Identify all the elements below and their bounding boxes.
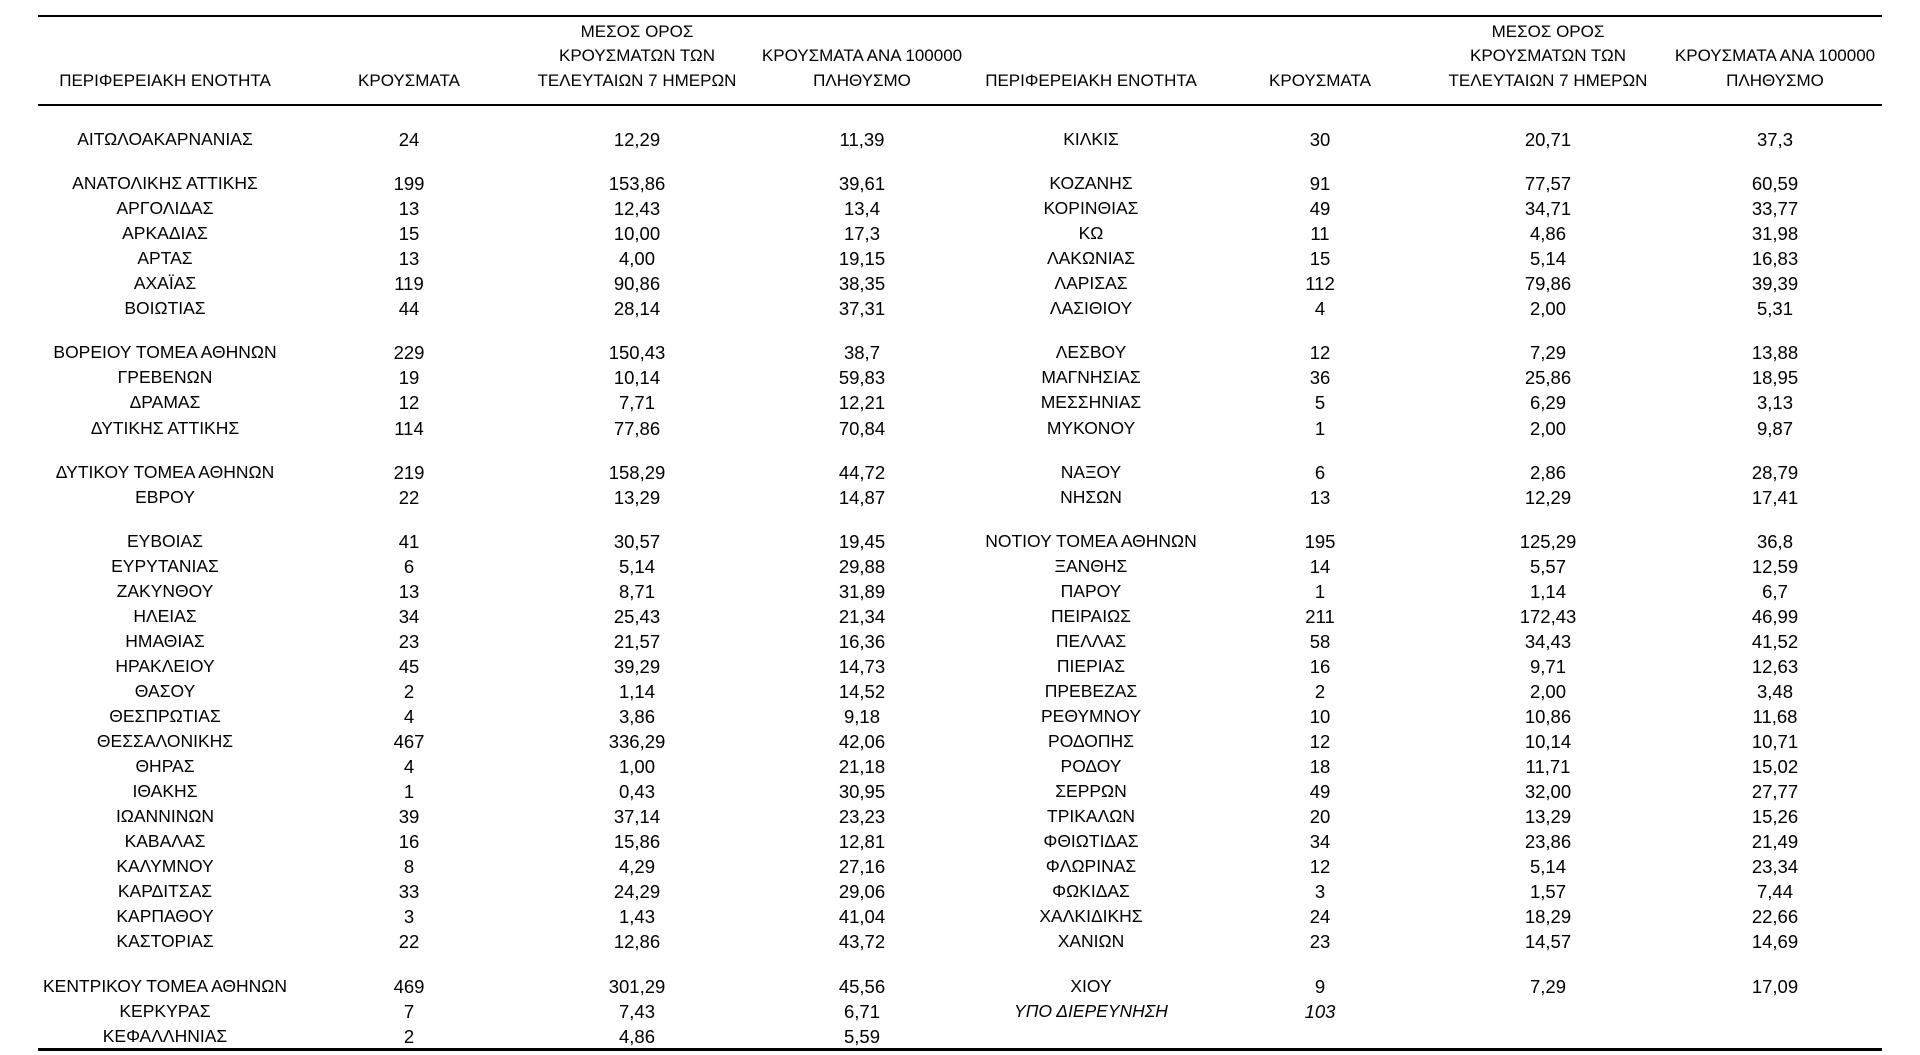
cell-per100k-left: 9,18 <box>843 706 880 727</box>
cell-per100k-left: 27,16 <box>838 856 886 878</box>
cell-region-right: ΚΙΛΚΙΣ <box>1063 129 1119 149</box>
cell-region-left: ΘΗΡΑΣ <box>135 756 195 777</box>
cell-per100k-right: 28,79 <box>1751 461 1799 483</box>
cell-per100k-right: 22,66 <box>1751 906 1799 928</box>
cell-region-left: ΑΙΤΩΛΟΑΚΑΡΝΑΝΙΑΣ <box>77 129 253 149</box>
cell-region-left: ΕΥΡΥΤΑΝΙΑΣ <box>111 555 219 576</box>
cell-region-right: ΧΑΝΙΩΝ <box>1057 931 1125 952</box>
cell-avg7-left: 12,86 <box>613 931 661 953</box>
cell-avg7-left: 21,57 <box>613 630 661 652</box>
cell-cases-left: 44 <box>398 298 420 320</box>
cell-cases-left: 467 <box>393 731 425 753</box>
cell-region-right: ΛΑΡΙΣΑΣ <box>1054 273 1128 294</box>
cell-region-right: ΦΩΚΙΔΑΣ <box>1052 881 1130 902</box>
header-per100k-right: ΚΡΟΥΣΜΑΤΑ ΑΝΑ 100000 <box>1674 46 1876 65</box>
cell-avg7-right: 4,86 <box>1529 223 1566 245</box>
cell-avg7-left: 77,86 <box>613 417 661 439</box>
cell-per100k-left: 21,18 <box>838 756 886 778</box>
cell-cases-left: 13 <box>398 198 420 220</box>
cell-avg7-left: 37,14 <box>613 806 661 828</box>
cell-region-left: ΑΝΑΤΟΛΙΚΗΣ ΑΤΤΙΚΗΣ <box>72 173 258 194</box>
cell-cases-left: 6 <box>403 555 415 577</box>
header-region-right: ΠΕΡΙΦΕΡΕΙΑΚΗ ΕΝΟΤΗΤΑ <box>985 70 1197 90</box>
cell-region-left: ΕΥΒΟΙΑΣ <box>127 530 203 551</box>
cell-cases-right: 13 <box>1309 486 1331 508</box>
cell-per100k-right: 17,41 <box>1751 486 1799 508</box>
cell-avg7-left: 30,57 <box>613 530 661 552</box>
cell-cases-right: 36 <box>1309 367 1331 389</box>
cell-avg7-left: 7,43 <box>618 1000 655 1022</box>
cell-region-right: ΣΕΡΡΩΝ <box>1055 781 1127 802</box>
cell-region-right: ΛΑΣΙΘΙΟΥ <box>1049 298 1133 319</box>
cell-region-left: ΗΜΑΘΙΑΣ <box>125 630 205 651</box>
cell-per100k-left: 42,06 <box>838 731 886 753</box>
cell-cases-right: 34 <box>1309 831 1331 853</box>
cell-region-right: ΦΘΙΩΤΙΔΑΣ <box>1043 831 1139 852</box>
cell-cases-right: 6 <box>1314 461 1326 483</box>
cell-cases-left: 23 <box>398 630 420 652</box>
cell-avg7-right: 12,29 <box>1524 486 1572 508</box>
cell-avg7-left: 3,86 <box>618 706 655 727</box>
cell-region-left: ΔΡΑΜΑΣ <box>129 392 201 413</box>
cell-avg7-left: 4,86 <box>618 1025 655 1047</box>
cell-per100k-right: 3,48 <box>1756 680 1793 702</box>
cell-cases-left: 13 <box>398 248 420 270</box>
cell-per100k-right: 36,8 <box>1756 530 1793 552</box>
cell-region-right: ΝΗΣΩΝ <box>1060 486 1122 507</box>
cell-per100k-left: 29,06 <box>838 881 886 903</box>
cell-region-right: ΠΡΕΒΕΖΑΣ <box>1044 680 1138 701</box>
cell-avg7-right: 5,57 <box>1529 555 1566 577</box>
cell-avg7-left: 1,14 <box>618 680 655 702</box>
cell-per100k-left: 41,04 <box>838 906 886 928</box>
cell-cases-left: 15 <box>398 223 420 245</box>
cell-avg7-left: 12,29 <box>613 129 661 150</box>
cell-cases-right: 3 <box>1314 881 1326 903</box>
cell-cases-right: 49 <box>1309 781 1331 803</box>
cell-region-left: ΑΧΑΪΑΣ <box>133 273 197 294</box>
cell-avg7-right: 11,71 <box>1525 756 1571 778</box>
cell-avg7-left: 158,29 <box>608 461 666 483</box>
cell-avg7-right: 2,00 <box>1529 298 1566 320</box>
cell-cases-right: 58 <box>1309 630 1331 652</box>
cell-cases-right: 195 <box>1304 530 1336 552</box>
cell-avg7-right: 32,00 <box>1524 781 1572 803</box>
cell-cases-left: 22 <box>398 931 420 953</box>
cell-avg7-left: 10,14 <box>613 367 661 389</box>
cell-region-left: ΓΡΕΒΕΝΩΝ <box>117 367 213 388</box>
cell-region-right: ΧΑΛΚΙΔΙΚΗΣ <box>1039 906 1143 927</box>
header-region-left: ΠΕΡΙΦΕΡΕΙΑΚΗ ΕΝΟΤΗΤΑ <box>59 70 271 90</box>
cell-avg7-left: 10,00 <box>613 223 661 245</box>
cell-cases-right: 91 <box>1309 173 1331 195</box>
cell-per100k-right: 17,09 <box>1751 975 1799 997</box>
cell-cases-left: 114 <box>394 417 424 439</box>
cell-region-right: ΛΕΣΒΟΥ <box>1055 342 1127 363</box>
header-avg7-right: ΚΡΟΥΣΜΑΤΩΝ ΤΩΝ <box>1470 46 1626 65</box>
cell-cases-right: 14 <box>1309 555 1331 577</box>
cell-avg7-left: 15,86 <box>613 831 661 853</box>
cell-avg7-right: 7,29 <box>1529 975 1566 997</box>
cell-cases-left: 24 <box>398 129 420 150</box>
cell-cases-left: 33 <box>398 881 420 903</box>
cell-region-left: ΚΑΛΥΜΝΟΥ <box>116 856 214 877</box>
cell-avg7-right: 2,00 <box>1529 417 1566 439</box>
cell-cases-right: 103 <box>1304 1000 1336 1022</box>
cell-avg7-left: 301,29 <box>608 975 666 997</box>
cell-cases-right: 1 <box>1314 417 1326 439</box>
cell-per100k-left: 59,83 <box>838 367 886 389</box>
cell-cases-right: 9 <box>1314 975 1326 997</box>
cell-avg7-right: 10,86 <box>1524 706 1572 727</box>
header-per100k-right: ΠΛΗΘΥΣΜΟ <box>1726 70 1824 90</box>
cell-cases-right: 12 <box>1309 731 1331 753</box>
cell-per100k-left: 45,56 <box>838 975 886 997</box>
cell-cases-left: 13 <box>398 580 420 602</box>
cell-avg7-right: 125,29 <box>1519 530 1577 552</box>
cell-avg7-right: 2,00 <box>1529 680 1566 702</box>
cell-avg7-right: 23,86 <box>1524 831 1572 853</box>
cell-per100k-right: 3,13 <box>1756 392 1793 414</box>
cell-cases-right: 11 <box>1310 223 1330 245</box>
cell-region-left: ΘΕΣΠΡΩΤΙΑΣ <box>109 706 221 726</box>
cell-per100k-right: 46,99 <box>1751 605 1799 627</box>
cell-region-right: ΝΟΤΙΟΥ ΤΟΜΕΑ ΑΘΗΝΩΝ <box>985 530 1197 551</box>
cell-avg7-left: 28,14 <box>613 298 661 320</box>
cell-cases-right: 211 <box>1305 605 1335 627</box>
cell-per100k-right: 27,77 <box>1751 781 1799 803</box>
cell-avg7-right: 5,14 <box>1529 856 1566 878</box>
cell-avg7-left: 8,71 <box>618 580 655 602</box>
cell-per100k-right: 14,69 <box>1751 931 1799 953</box>
cell-avg7-left: 153,86 <box>608 173 666 195</box>
cell-avg7-left: 7,71 <box>618 392 655 414</box>
cell-per100k-left: 70,84 <box>838 417 886 439</box>
header-avg7-left: ΤΕΛΕΥΤΑΙΩΝ 7 ΗΜΕΡΩΝ <box>537 70 737 90</box>
cell-region-right: ΛΑΚΩΝΙΑΣ <box>1046 248 1136 269</box>
cell-cases-right: 12 <box>1309 856 1331 878</box>
cell-cases-right: 12 <box>1309 342 1331 364</box>
cell-avg7-left: 13,29 <box>613 486 661 508</box>
cell-region-left: ΑΡΤΑΣ <box>137 248 193 269</box>
cell-per100k-right: 5,31 <box>1756 298 1793 320</box>
cell-avg7-left: 1,00 <box>618 756 655 778</box>
cell-per100k-right: 31,98 <box>1751 223 1799 245</box>
cell-per100k-left: 14,52 <box>838 680 886 702</box>
cell-region-left: ΚΑΣΤΟΡΙΑΣ <box>116 931 214 952</box>
cell-per100k-left: 23,23 <box>838 806 886 828</box>
cell-cases-left: 7 <box>403 1000 415 1022</box>
cell-region-right: ΜΑΓΝΗΣΙΑΣ <box>1041 367 1141 388</box>
cell-region-left: ΚΕΡΚΥΡΑΣ <box>119 1000 211 1021</box>
cell-avg7-left: 1,43 <box>618 906 655 928</box>
cell-cases-right: 24 <box>1309 906 1331 928</box>
cell-cases-left: 19 <box>398 367 420 389</box>
cell-region-right: ΝΑΞΟΥ <box>1060 461 1122 482</box>
cell-cases-right: 4 <box>1314 298 1326 320</box>
cell-cases-left: 199 <box>393 173 425 195</box>
cell-region-right: ΡΟΔΟΥ <box>1060 756 1122 777</box>
cell-region-right: ΞΑΝΘΗΣ <box>1054 555 1128 576</box>
cell-region-left: ΔΥΤΙΚΗΣ ΑΤΤΙΚΗΣ <box>90 417 240 438</box>
header-cases-right: ΚΡΟΥΣΜΑΤΑ <box>1269 70 1371 90</box>
cell-per100k-right: 18,95 <box>1751 367 1799 389</box>
cell-avg7-right: 77,57 <box>1524 173 1572 195</box>
cell-region-left: ΙΩΑΝΝΙΝΩΝ <box>115 806 215 827</box>
cell-per100k-left: 5,59 <box>843 1025 880 1047</box>
header-avg7-left: ΚΡΟΥΣΜΑΤΩΝ ΤΩΝ <box>559 46 715 65</box>
cell-avg7-left: 4,00 <box>618 248 655 270</box>
table-top-border <box>38 15 1882 17</box>
header-avg7-right: ΤΕΛΕΥΤΑΙΩΝ 7 ΗΜΕΡΩΝ <box>1448 70 1648 90</box>
cell-region-right: ΠΕΙΡΑΙΩΣ <box>1051 605 1131 626</box>
cell-region-left: ΔΥΤΙΚΟΥ ΤΟΜΕΑ ΑΘΗΝΩΝ <box>55 461 275 482</box>
cell-region-left: ΘΑΣΟΥ <box>134 680 196 701</box>
cell-per100k-left: 30,95 <box>838 781 886 803</box>
cell-region-left: ΚΑΒΑΛΑΣ <box>124 831 206 852</box>
cell-avg7-left: 336,29 <box>608 731 666 753</box>
cell-region-right: ΚΟΡΙΝΘΙΑΣ <box>1043 198 1139 219</box>
cell-cases-right: 5 <box>1314 392 1326 414</box>
cell-per100k-right: 39,39 <box>1751 273 1799 295</box>
cell-cases-left: 229 <box>393 342 425 364</box>
cell-per100k-right: 41,52 <box>1751 630 1799 652</box>
cell-avg7-right: 20,71 <box>1524 129 1572 150</box>
cell-avg7-left: 5,14 <box>618 555 655 577</box>
cell-per100k-left: 11,39 <box>839 129 885 150</box>
cell-avg7-right: 34,43 <box>1524 630 1572 652</box>
cell-avg7-left: 39,29 <box>613 655 661 677</box>
cell-avg7-right: 172,43 <box>1519 605 1577 627</box>
cell-region-right: ΧΙΟΥ <box>1070 975 1112 996</box>
cell-per100k-right: 9,87 <box>1756 417 1793 439</box>
cell-region-right: ΜΕΣΣΗΝΙΑΣ <box>1040 392 1142 413</box>
cell-per100k-right: 21,49 <box>1751 831 1799 853</box>
cell-cases-left: 469 <box>393 975 425 997</box>
cell-per100k-right: 23,34 <box>1751 856 1799 878</box>
cell-avg7-right: 13,29 <box>1524 806 1572 828</box>
cell-avg7-right: 18,29 <box>1524 906 1572 928</box>
cell-cases-left: 2 <box>403 1025 415 1047</box>
cell-region-left: ΕΒΡΟΥ <box>135 486 195 507</box>
cell-cases-right: 23 <box>1309 931 1331 953</box>
header-avg7-right: ΜΕΣΟΣ ΟΡΟΣ <box>1491 21 1605 41</box>
cell-region-right: ΚΟΖΑΝΗΣ <box>1049 173 1133 194</box>
cell-region-right: ΜΥΚΟΝΟΥ <box>1046 417 1136 438</box>
cell-per100k-left: 29,88 <box>838 555 886 577</box>
cell-cases-left: 41 <box>398 530 420 552</box>
cell-region-left: ΚΕΝΤΡΙΚΟΥ ΤΟΜΕΑ ΑΘΗΝΩΝ <box>42 975 288 996</box>
cell-cases-left: 45 <box>398 655 420 677</box>
cell-cases-right: 1 <box>1314 580 1326 602</box>
cell-cases-left: 34 <box>398 605 420 627</box>
cell-cases-left: 4 <box>403 706 415 727</box>
cell-per100k-left: 6,71 <box>843 1000 880 1022</box>
cell-per100k-right: 15,02 <box>1751 756 1799 778</box>
cell-avg7-left: 90,86 <box>613 273 661 295</box>
header-per100k-left: ΚΡΟΥΣΜΑΤΑ ΑΝΑ 100000 <box>761 46 963 65</box>
cell-region-left: ΖΑΚΥΝΘΟΥ <box>116 580 214 601</box>
header-per100k-left: ΠΛΗΘΥΣΜΟ <box>813 70 911 90</box>
cell-cases-right: 2 <box>1314 680 1326 702</box>
cell-cases-right: 16 <box>1309 655 1331 677</box>
cell-region-right: ΡΕΘΥΜΝΟΥ <box>1040 706 1141 726</box>
cell-per100k-right: 13,88 <box>1751 342 1799 364</box>
cell-cases-left: 39 <box>398 806 420 828</box>
cell-avg7-right: 1,57 <box>1529 881 1566 903</box>
cell-per100k-left: 44,72 <box>838 461 886 483</box>
cell-region-left: ΒΟΙΩΤΙΑΣ <box>124 298 206 319</box>
cell-per100k-left: 12,21 <box>838 392 886 414</box>
cell-per100k-left: 19,15 <box>838 248 886 270</box>
cell-avg7-left: 150,43 <box>608 342 666 364</box>
cell-avg7-right: 6,29 <box>1529 392 1566 414</box>
cell-cases-right: 30 <box>1309 129 1331 150</box>
cell-per100k-left: 13,4 <box>843 198 880 220</box>
cell-avg7-right: 1,14 <box>1529 580 1566 602</box>
cell-cases-right: 112 <box>1305 273 1335 295</box>
cell-region-right: ΦΛΩΡΙΝΑΣ <box>1045 856 1137 877</box>
cell-per100k-right: 11,68 <box>1752 706 1798 727</box>
cell-per100k-left: 19,45 <box>838 530 886 552</box>
cell-per100k-left: 37,31 <box>838 298 886 320</box>
cell-cases-left: 219 <box>393 461 425 483</box>
cell-per100k-left: 12,81 <box>838 831 886 853</box>
cell-cases-right: 20 <box>1309 806 1331 828</box>
cell-avg7-right: 79,86 <box>1524 273 1572 295</box>
cell-cases-right: 49 <box>1309 198 1331 220</box>
cell-region-right: ΥΠΟ ΔΙΕΡΕΥΝΗΣΗ <box>1014 1000 1168 1021</box>
cell-avg7-right: 14,57 <box>1524 931 1572 953</box>
cell-avg7-right: 2,86 <box>1529 461 1566 483</box>
cell-cases-left: 16 <box>398 831 420 853</box>
cell-region-left: ΑΡΚΑΔΙΑΣ <box>122 223 208 244</box>
cell-cases-left: 12 <box>398 392 420 414</box>
cell-region-left: ΘΕΣΣΑΛΟΝΙΚΗΣ <box>96 731 234 752</box>
cell-region-left: ΚΑΡΠΑΘΟΥ <box>116 906 214 927</box>
cell-per100k-right: 60,59 <box>1751 173 1799 195</box>
cell-per100k-left: 16,36 <box>838 630 886 652</box>
cell-per100k-left: 38,35 <box>838 273 886 295</box>
cell-per100k-right: 12,59 <box>1751 555 1799 577</box>
cell-region-right: ΡΟΔΟΠΗΣ <box>1048 731 1134 752</box>
cell-cases-right: 18 <box>1309 756 1331 778</box>
cell-avg7-left: 12,43 <box>613 198 661 220</box>
cell-region-left: ΒΟΡΕΙΟΥ ΤΟΜΕΑ ΑΘΗΝΩΝ <box>53 342 277 363</box>
cell-avg7-left: 25,43 <box>613 605 661 627</box>
cell-cases-left: 8 <box>403 856 415 878</box>
cell-per100k-right: 10,71 <box>1751 731 1799 753</box>
cell-per100k-left: 21,34 <box>838 605 886 627</box>
cell-cases-left: 119 <box>394 273 424 295</box>
cell-per100k-left: 31,89 <box>838 580 886 602</box>
cell-region-right: ΤΡΙΚΑΛΩΝ <box>1047 806 1135 827</box>
cell-per100k-right: 37,3 <box>1756 129 1793 150</box>
cell-region-right: ΠΑΡΟΥ <box>1060 580 1122 601</box>
cell-region-right: ΠΙΕΡΙΑΣ <box>1056 655 1126 676</box>
cell-per100k-right: 15,26 <box>1751 806 1799 828</box>
cell-region-left: ΗΛΕΙΑΣ <box>133 605 197 626</box>
cell-cases-left: 3 <box>403 906 415 928</box>
cell-avg7-right: 25,86 <box>1524 367 1572 389</box>
cell-per100k-left: 17,3 <box>843 223 880 245</box>
cell-per100k-left: 43,72 <box>838 931 886 953</box>
cell-per100k-left: 14,73 <box>838 655 886 677</box>
cell-avg7-left: 24,29 <box>613 881 661 903</box>
cell-avg7-right: 10,14 <box>1524 731 1572 753</box>
cell-per100k-right: 6,7 <box>1762 580 1788 602</box>
cell-region-right: ΚΩ <box>1078 223 1104 244</box>
cell-region-left: ΚΕΦΑΛΛΗΝΙΑΣ <box>102 1025 228 1046</box>
cell-region-left: ΗΡΑΚΛΕΙΟΥ <box>115 655 215 676</box>
cell-avg7-right: 9,71 <box>1529 655 1566 677</box>
cell-region-right: ΠΕΛΛΑΣ <box>1055 630 1127 651</box>
cell-cases-right: 10 <box>1309 706 1331 727</box>
header-avg7-left: ΜΕΣΟΣ ΟΡΟΣ <box>580 21 694 41</box>
cell-per100k-left: 38,7 <box>843 342 880 364</box>
cell-avg7-right: 7,29 <box>1529 342 1566 364</box>
cell-cases-left: 1 <box>403 781 415 803</box>
cell-region-left: ΑΡΓΟΛΙΔΑΣ <box>116 198 214 219</box>
header-cases-left: ΚΡΟΥΣΜΑΤΑ <box>358 70 460 90</box>
cell-per100k-right: 12,63 <box>1751 655 1799 677</box>
cell-per100k-left: 14,87 <box>838 486 886 508</box>
cell-cases-left: 2 <box>403 680 415 702</box>
cell-per100k-left: 39,61 <box>838 173 886 195</box>
cell-per100k-right: 33,77 <box>1751 198 1799 220</box>
cell-avg7-right: 34,71 <box>1524 198 1572 220</box>
cell-avg7-right: 5,14 <box>1529 248 1566 270</box>
cell-cases-right: 15 <box>1309 248 1331 270</box>
cell-cases-left: 4 <box>403 756 415 778</box>
cell-avg7-left: 4,29 <box>618 856 655 878</box>
cell-per100k-right: 16,83 <box>1751 248 1799 270</box>
cell-cases-left: 22 <box>398 486 420 508</box>
cell-region-left: ΙΘΑΚΗΣ <box>132 781 198 802</box>
cell-per100k-right: 7,44 <box>1756 881 1793 903</box>
cell-region-left: ΚΑΡΔΙΤΣΑΣ <box>117 881 213 902</box>
cell-avg7-left: 0,43 <box>618 781 655 803</box>
header-bottom-border <box>38 104 1882 106</box>
